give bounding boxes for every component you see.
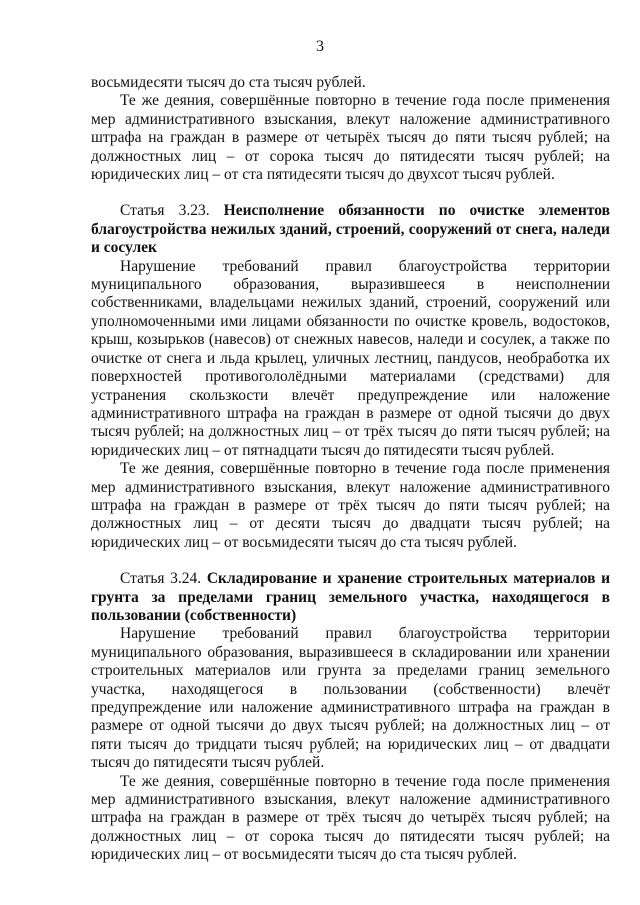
- article-title: Неисполнение обязанности по очистке элементов благоустройства нежилых зданий, строений, сооружений от снега, наледи и сосулек: [91, 202, 610, 257]
- continuation-line: восьмидесяти тысяч до ста тысяч рублей.: [91, 74, 366, 91]
- article-number: Статья 3.23.: [120, 202, 210, 220]
- article-paragraph: Те же деяния, совершённые повторно в течение года после применения мер административного взыскания, влекут наложение административного штрафа на граждан в размере от трёх тысяч до пяти тысяч рублей; на должностных лиц – от десяти тысяч до двадцати тысяч рублей; на юридических лиц – от восьмидесяти тысяч до ста тысяч рублей.: [91, 460, 610, 551]
- document-body: [91, 74, 610, 865]
- intro-repeat-paragraph: Те же деяния, совершённые повторно в течение года после применения мер административного взыскания, влекут наложение административного штрафа на граждан в размере от четырёх тысяч до пяти тысяч рублей; на должностных лиц – от сорока тысяч до пятидесяти тысяч рублей; на юридических лиц – от ста пятидесяти тысяч до двухсот тысяч рублей.: [91, 92, 610, 184]
- article-paragraph: Нарушение требований правил благоустройства территории муниципального образования, выразившееся в складировании или хранении строительных материалов или грунта за пределами границ земельного участка, находящегося в пользовании (собственности) влечёт предупреждение или наложение административного штрафа на граждан в размере от одной тысячи до двух тысяч рублей; на должностных лиц – от пяти тысяч до тридцати тысяч рублей; на юридических лиц – от двадцати тысяч до пятидесяти тысяч рублей.: [91, 625, 610, 772]
- article-paragraph: Нарушение требований правил благоустройства территории муниципального образования, выразившееся в неисполнении собственниками, владельцами нежилых зданий, строений, сооружений или уполномоченными ими лицами обязанности по очистке кровель, водостоков, крыш, козырьков (навесов) от снежных навесов, наледи и сосулек, а также по очистке от снега и льда крылец, уличных лестниц, пандусов, необработка их поверхностей противогололёдными материалами (средствами) для устранения скользкости влечёт предупреждение или наложение административного штрафа на граждан в размере от одной тысячи до двух тысяч рублей; на должностных лиц – от трёх тысяч до пяти тысяч рублей; на юридических лиц – от пятнадцати тысяч до пятидесяти тысяч рублей.: [91, 257, 610, 459]
- article-paragraph: Те же деяния, совершённые повторно в течение года после применения мер административного взыскания, влекут наложение административного штрафа на граждан в размере от трёх тысяч до четырёх тысяч рублей; на должностных лиц – от сорока тысяч до пятидесяти тысяч рублей; на юридических лиц – от восьмидесяти тысяч до ста тысяч рублей.: [91, 772, 610, 864]
- article-3-24: [91, 570, 610, 865]
- article-3-23: [91, 202, 610, 552]
- page-number: 3: [316, 38, 324, 55]
- article-title: Складирование и хранение строительных материалов и грунта за пределами границ земельного участка, находящегося в пользовании (собственности): [91, 570, 610, 624]
- article-number: Статья 3.24.: [120, 570, 202, 588]
- article-heading: [91, 202, 610, 257]
- article-heading: [91, 570, 610, 625]
